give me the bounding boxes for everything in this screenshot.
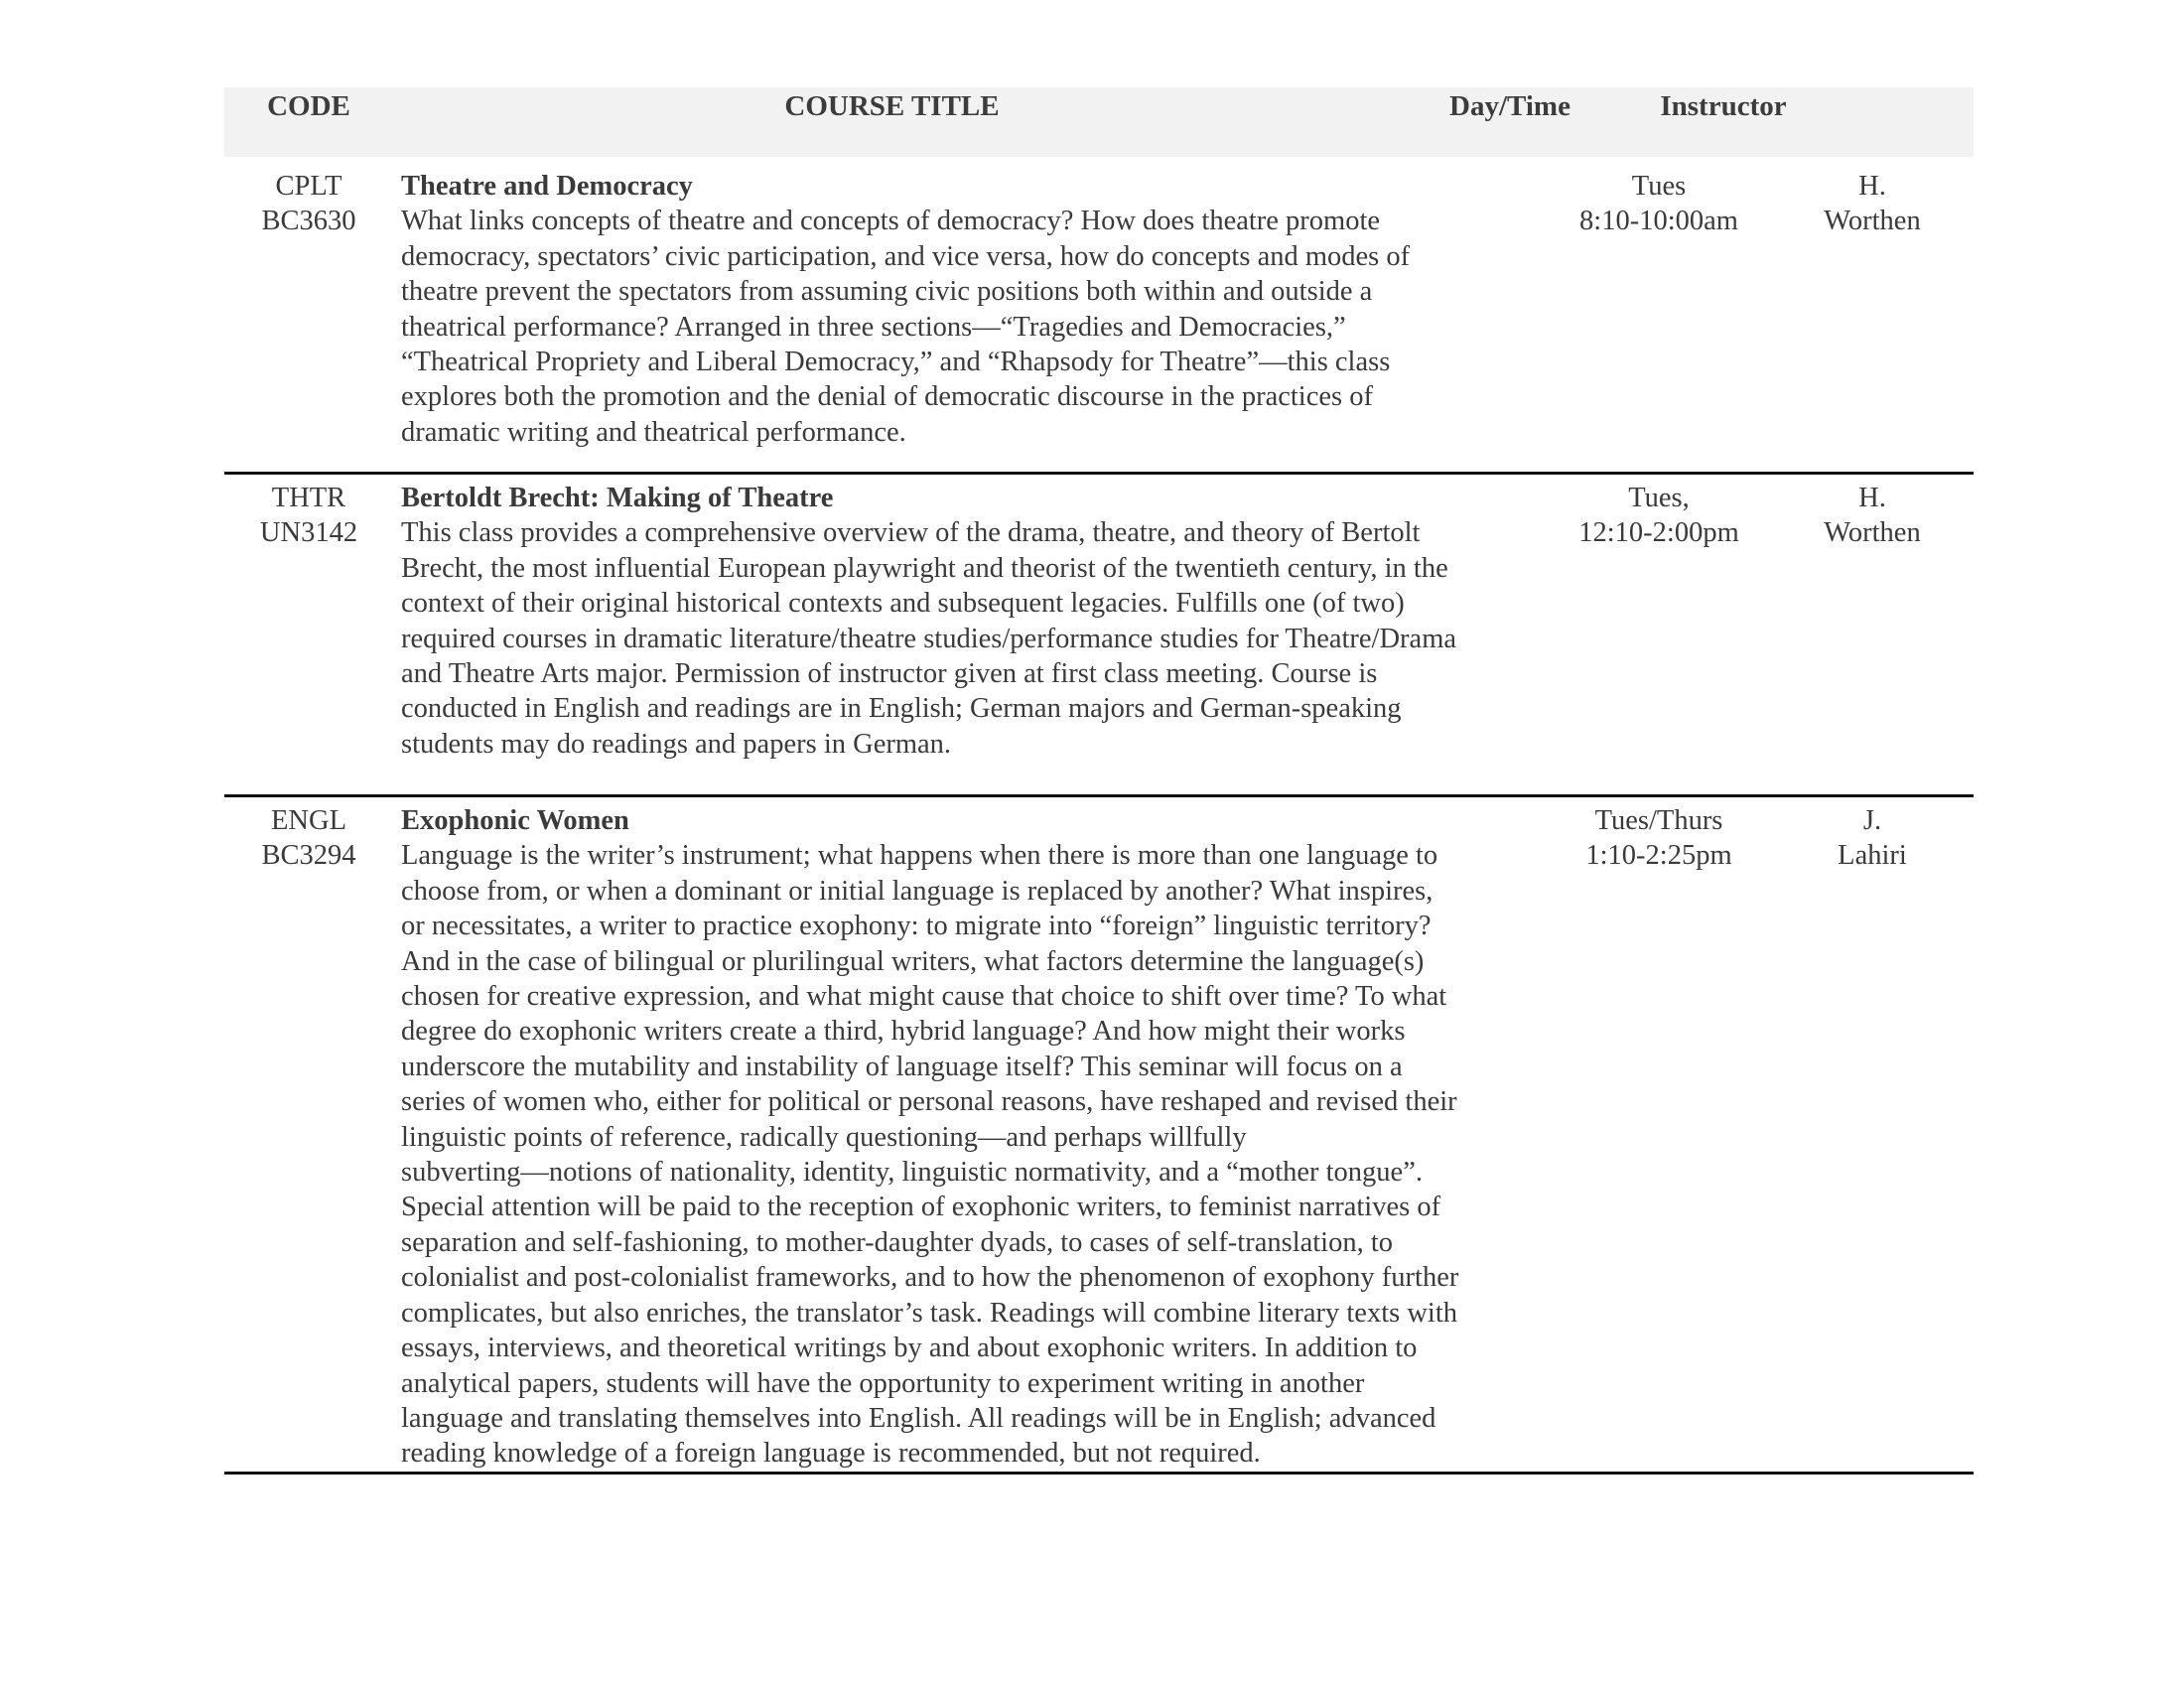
course-description-line: explores both the promotion and the denial of democratic discourse in the practices of [401, 381, 1373, 413]
course-description-line: democracy, spectators’ civic participation, and vice versa, how do concepts and modes of [401, 240, 1411, 272]
course-code-dept: CPLT [275, 171, 342, 202]
course-description-line: dramatic writing and theatrical performance. [401, 416, 906, 448]
course-description-line: reading knowledge of a foreign language is recommended, but not required. [401, 1438, 1261, 1470]
course-instructor [1778, 169, 1967, 239]
course-description-line: or necessitates, a writer to practice exophony: to migrate into “foreign” linguistic territory? [401, 911, 1432, 942]
course-description-line: Special attention will be paid to the reception of exophonic writers, to feminist narratives of [401, 1192, 1441, 1223]
course-description-line: “Theatrical Propriety and Liberal Democracy,” and “Rhapsody for Theatre”—this class [401, 347, 1391, 378]
course-time: 1:10-2:25pm [1585, 840, 1732, 872]
instructor-surname: Worthen [1824, 517, 1921, 549]
course-description-line: Brecht, the most influential European playwright and theorist of the twentieth century, in the [401, 552, 1448, 584]
course-title: Theatre and Democracy [401, 171, 693, 202]
course-row [224, 803, 1974, 1472]
course-description-line: series of women who, either for political or personal reasons, have reshaped and revised their [401, 1086, 1457, 1118]
header-course-title: COURSE TITLE [784, 90, 1000, 122]
course-days: Tues [1631, 171, 1687, 202]
course-info [393, 481, 1540, 762]
course-description-line: colonialist and post-colonialist frameworks, and to how the phenomenon of exophony further [401, 1262, 1459, 1294]
course-code [224, 803, 393, 874]
course-code [224, 169, 393, 239]
course-time: 12:10-2:00pm [1578, 517, 1739, 549]
course-row [224, 169, 1974, 472]
instructor-initial: H. [1858, 483, 1886, 513]
course-code-number: UN3142 [259, 517, 358, 549]
course-description-line: complicates, but also enriches, the translator’s task. Readings will combine literary texts with [401, 1297, 1458, 1329]
instructor-surname: Worthen [1824, 206, 1921, 237]
course-description-line: context of their original historical contexts and subsequent legacies. Fulfills one (of two) [401, 588, 1405, 620]
course-code-dept: THTR [271, 483, 346, 513]
course-description-line: Language is the writer’s instrument; what happens when there is more than one language to [401, 840, 1438, 872]
course-description-line: degree do exophonic writers create a third, hybrid language? And how might their works [401, 1016, 1406, 1048]
header-code: CODE [267, 90, 350, 122]
course-day-time [1540, 169, 1778, 239]
course-description-line: conducted in English and readings are in English; German majors and German-speaking [401, 693, 1402, 725]
course-code [224, 481, 393, 551]
course-description-line: choose from, or when a dominant or initial language is replaced by another? What inspires, [401, 875, 1433, 907]
header-day-time: Day/Time [1449, 90, 1570, 122]
course-info [393, 169, 1540, 450]
course-description-line: language and translating themselves into English. All readings will be in English; advanced [401, 1402, 1436, 1434]
row-divider [224, 472, 1974, 475]
course-title: Exophonic Women [401, 805, 629, 836]
instructor-initial: J. [1862, 805, 1882, 836]
course-description-line: What links concepts of theatre and concepts of democracy? How does theatre promote [401, 206, 1381, 237]
course-days: Tues, [1628, 483, 1690, 513]
course-description-line: chosen for creative expression, and what might cause that choice to shift over time? To what [401, 981, 1447, 1013]
course-info [393, 803, 1540, 1472]
course-code-dept: ENGL [271, 805, 346, 836]
instructor-initial: H. [1858, 171, 1886, 202]
course-description-line: and Theatre Arts major. Permission of instructor given at first class meeting. Course is [401, 658, 1378, 690]
course-description-line: This class provides a comprehensive overview of the drama, theatre, and theory of Bertolt [401, 517, 1421, 549]
course-description-line: theatre prevent the spectators from assuming civic positions both within and outside a [401, 276, 1373, 308]
course-title: Bertoldt Brecht: Making of Theatre [401, 483, 834, 513]
course-time: 8:10-10:00am [1579, 206, 1738, 237]
course-instructor [1778, 481, 1967, 551]
course-description-line: required courses in dramatic literature/theatre studies/performance studies for Theatre/Drama [401, 623, 1457, 654]
course-code-number: BC3630 [261, 206, 356, 237]
course-description-line: students may do readings and papers in German. [401, 728, 952, 760]
table-bottom-rule [224, 1472, 1974, 1475]
course-description-line: theatrical performance? Arranged in three sections—“Tragedies and Democracies,” [401, 311, 1346, 343]
course-description-line: subverting—notions of nationality, identity, linguistic normativity, and a “mother tongue”. [401, 1157, 1423, 1189]
course-description-line: essays, interviews, and theoretical writings by and about exophonic writers. In addition to [401, 1333, 1418, 1364]
course-table [224, 87, 1974, 1475]
course-description-line: underscore the mutability and instability of language itself? This seminar will focus on a [401, 1051, 1403, 1082]
header-instructor: Instructor [1660, 90, 1787, 122]
table-header [224, 87, 1974, 157]
course-code-number: BC3294 [261, 840, 356, 872]
course-instructor [1778, 803, 1967, 874]
row-divider [224, 794, 1974, 797]
course-description-line: analytical papers, students will have the opportunity to experiment writing in another [401, 1367, 1365, 1399]
course-description-line: linguistic points of reference, radically questioning—and perhaps willfully [401, 1121, 1247, 1153]
course-days: Tues/Thurs [1594, 805, 1723, 836]
course-day-time [1540, 481, 1778, 551]
course-description-line: separation and self-fashioning, to mother-daughter dyads, to cases of self-translation, to [401, 1226, 1394, 1258]
course-day-time [1540, 803, 1778, 874]
course-description-line: And in the case of bilingual or plurilingual writers, what factors determine the language(s) [401, 945, 1425, 977]
course-row [224, 481, 1974, 794]
instructor-surname: Lahiri [1838, 840, 1907, 872]
